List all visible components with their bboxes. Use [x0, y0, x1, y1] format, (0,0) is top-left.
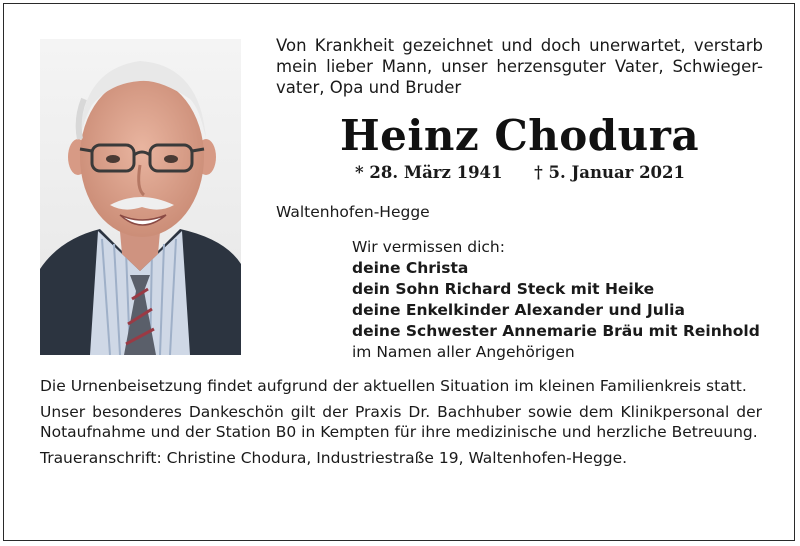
intro-text	[276, 35, 763, 98]
family-member: deine Christa	[352, 259, 469, 277]
funeral-notice: Die Urnenbeisetzung findet aufgrund der aktuellen Situation im kleinen Familienkreis statt.	[40, 377, 747, 395]
life-dates	[355, 163, 685, 182]
intro-line: vater, Opa und Bruder	[276, 78, 462, 97]
residence: Waltenhofen-Hegge	[276, 203, 430, 221]
deceased-name: Heinz Chodura	[339, 111, 700, 160]
birth-date: * 28. März 1941	[355, 163, 503, 182]
family-member: deine Enkelkinder Alexander und Julia	[352, 301, 685, 319]
intro-line: Von Krankheit gezeichnet und doch unerwartet, verstarb	[276, 36, 763, 55]
family-list	[352, 237, 760, 363]
family-member: deine Schwester Annemarie Bräu mit Reinhold	[352, 322, 760, 340]
family-opening: Wir vermissen dich:	[352, 238, 505, 256]
death-date: † 5. Januar 2021	[534, 163, 685, 182]
notice-body	[40, 376, 762, 472]
mourning-address: Traueranschrift: Christine Chodura, Industriestraße 19, Waltenhofen-Hegge.	[40, 448, 628, 467]
portrait-photo	[40, 39, 241, 355]
intro-line: mein lieber Mann, unser herzensguter Vater, Schwieger-	[276, 57, 763, 76]
thanks-notice: Unser besonderes Dankeschön gilt der Praxis Dr. Bachhuber sowie dem Klinikpersonal der Notaufnahme und der Station B0 in Kempten für ihre medizinische und herzliche Betreuung.	[40, 402, 762, 441]
family-closing: im Namen aller Angehörigen	[352, 343, 575, 361]
family-member: dein Sohn Richard Steck mit Heike	[352, 280, 655, 298]
